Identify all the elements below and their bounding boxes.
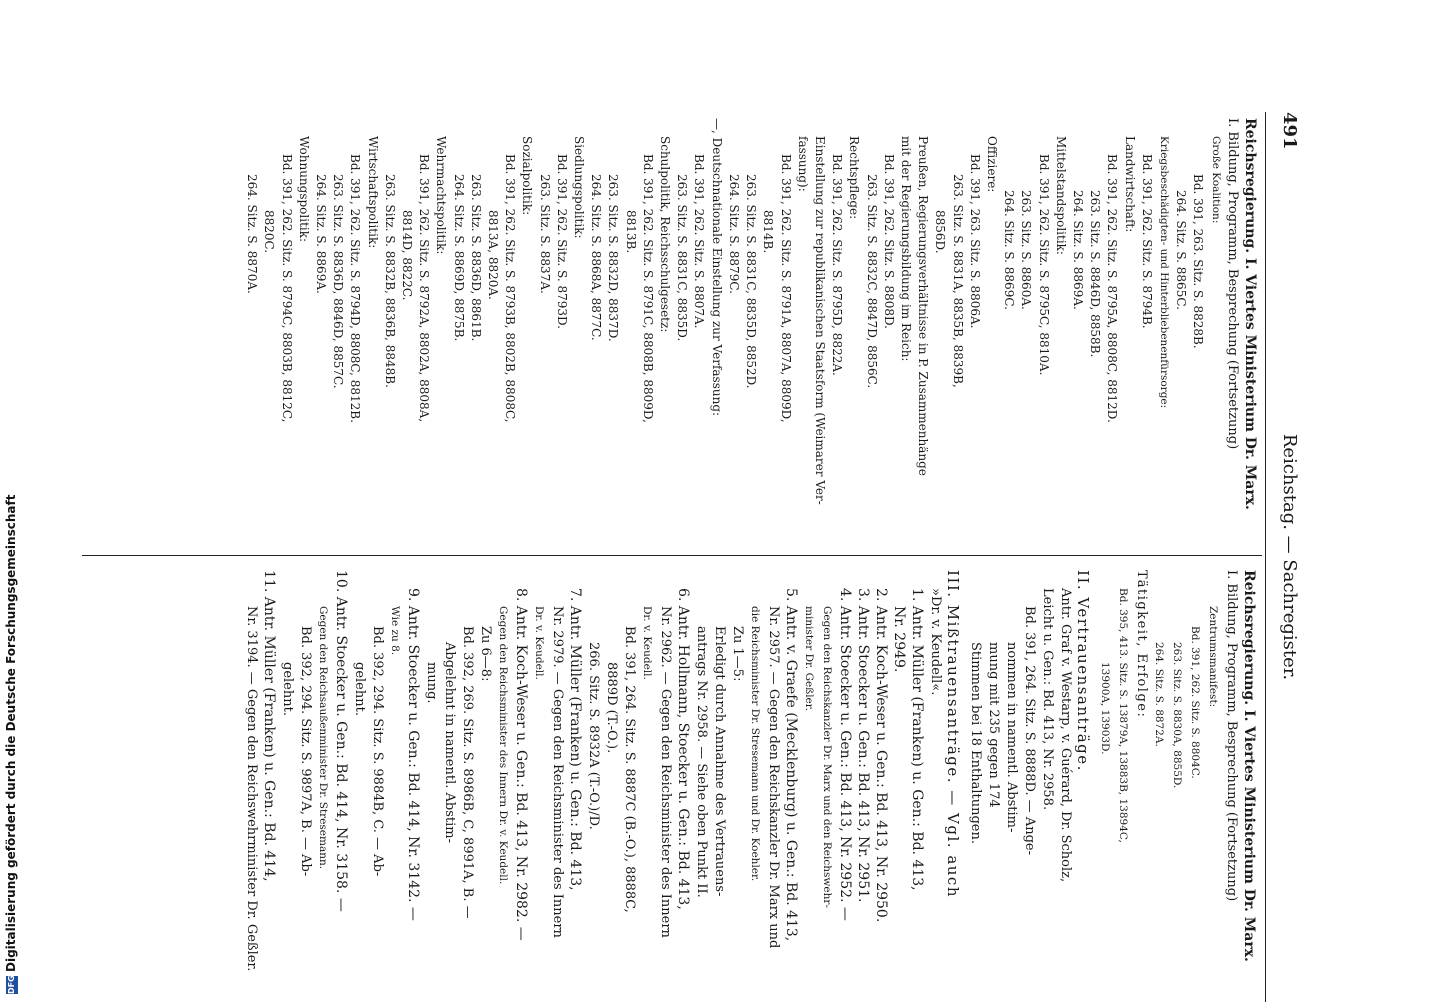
header-rule [1265,112,1266,1002]
index-line: Bd. 391, 262. Sitz. S. 8795C, 8810A. [1036,154,1051,376]
index-line: 8856D. [933,210,948,254]
index-line: 264. Sitz. S. 8879C. [726,174,741,294]
index-line: Bd. 391, 262. Sitz. S. 8793D. [554,154,569,329]
index-line: Bd. 391, 264. Sitz. S. 8887C (B.-O.), 8888C, [622,626,637,913]
index-line: 264. Sitz. S. 8870A. [245,174,260,294]
index-line: Preußen, Regierungsverhältnisse in P. Zusammenhänge [916,136,931,476]
index-line: Bd. 391, 262. Sitz. S. 8808D. [881,154,896,329]
index-line: Wohnungspolitik: [296,136,311,243]
running-title: Reichstag. — Sachregister. [1279,433,1300,681]
index-line: 3. Antr. Stoecker u. Gen.: Bd. 413, Nr. 2951. [855,588,871,903]
index-line: minister Dr. Geßler. [803,606,815,711]
index-line: 1. Antr. Müller (Franken) u. Gen.: Bd. 413, [909,588,925,891]
index-line: 263. Sitz. S. 8837A. [537,174,552,294]
index-line: Nr. 2957. — Gegen den Reichskanzler Dr. Marx und [766,606,781,949]
index-line: Wirtschaftspolitik: [365,136,380,249]
index-line: Bd. 391, 262. Sitz. S. 8807A. [692,154,707,329]
index-line: Nr. 2949. [891,606,907,673]
index-line: 263. Sitz. S. 8830A, 8855D. [1171,642,1183,789]
column-divider [82,555,1262,556]
document-page [10,0,1310,1000]
index-line: Bd. 391, 264. Sitz. S. 8888D. — Ange- [1022,606,1037,856]
index-line: 264. Sitz. S. 8865C. [1174,190,1189,310]
right-column [242,570,1258,1000]
index-line: Gegen den Reichsaußenminister Dr. Stresemann. [317,606,329,870]
index-line: 8889D (T.-O.). [604,662,619,754]
index-line: 8814B. [761,210,776,254]
index-line: Bd. 391, 262. Sitz. S. 8795D, 8822A. [830,154,845,376]
index-line: Nr. 3194. — Gegen den Reichswehrminister Dr. Geßler. [244,606,259,972]
index-line: 263. Sitz. S. 8846D, 8858B. [1088,190,1103,358]
index-line: Leicht u. Gen.: Bd. 413, Nr. 2958. [1040,588,1055,811]
index-line: I. Bildung, Programm, Besprechung (Fortsetzung) [1224,570,1239,902]
index-line: die Reichsminister Dr. Stresemann und Dr. Koehler. [749,606,761,882]
index-line: Zu 1—5: [730,626,745,682]
index-line: 263. Sitz. S. 8831A, 8835B, 8839B, [950,174,965,388]
index-line: Rechtspflege: [847,136,862,220]
index-line: mit der Regierungsbildung im Reich: [898,136,913,362]
index-line: Wie zu 8. [389,606,401,656]
index-line: 8814D, 8822C. [400,210,415,301]
index-line: 264. Sitz. S. 8869A. [1070,190,1085,310]
index-line: 4. Antr. Stoecker u. Gen.: Bd. 413, Nr. 2952. — [837,588,853,921]
index-line: 8. Antr. Koch-Weser u. Gen.: Bd. 413, Nr. 2982. — [513,588,529,941]
index-line: Bd. 392, 294. Sitz. S. 9884B, C. — Ab- [370,626,385,877]
index-line: Nr. 2962. — Gegen den Reichsminister des Innern [658,606,673,938]
digitization-footer [2,0,24,1000]
index-line: »Dr. v. Keudell«. [928,588,943,696]
index-line: Nr. 2979. — Gegen den Reichsminister des Innern [550,606,565,938]
index-line: 263. Sitz. S. 8860A. [1019,190,1034,310]
index-line: I. Bildung, Programm, Besprechung (Fortsetzung) [1224,118,1240,450]
index-line: 8820C. [262,210,277,254]
index-line: Landwirtschaft: [1122,136,1137,233]
index-line: mung mit 235 gegen 174 [986,642,1001,808]
index-line: gelehnt. [280,662,295,716]
index-line: Gegen den Reichskanzler Dr. Marx und den Reichswehr- [821,606,833,908]
index-line: Bd. 391, 263. Sitz. S. 8828B. [1191,174,1206,349]
dfg-logo: DFG [7,975,16,994]
index-line: 7. Antr. Müller (Franken) u. Gen.: Bd. 413, [567,588,583,891]
index-line: —, Deutschnationale Einstellung zur Verfassung: [709,118,724,417]
index-line: Siedlungspolitik: [572,136,587,239]
index-line: 263. Sitz. S. 8832D, 8837D. [606,174,621,342]
index-line: Bd. 391, 262. Sitz. S. 8794D, 8808C, 8812B. [348,154,363,423]
index-line: Antr. Graf v. Westarp, v. Guérard, Dr. Scholz, [1058,588,1073,883]
index-line: Mittelstandspolitik: [1053,136,1068,255]
index-line: 10. Antr. Stoecker u. Gen.: Bd. 414, Nr. 3158. — [333,570,349,912]
index-line: Sozialpolitik: [520,136,535,216]
index-line: Dr. v. Keudell. [641,606,653,680]
index-line: Tätigkeit, Erfolge: [1134,570,1149,719]
index-line: Bd. 391, 262. Sitz. S. 8795A, 8808C, 8812D. [1105,154,1120,423]
index-line: Zu 6—8: [478,626,493,682]
index-line: Dr. v. Keudell. [533,606,545,680]
index-line: Bd. 391, 263. Sitz. S. 8806A. [967,154,982,329]
index-line: antrags Nr. 2958. — Siehe oben Punkt II. [694,626,709,898]
index-line: Bd. 391, 262. Sitz. S. 8793B, 8802B, 8808C, [503,154,518,423]
index-line: Schulpolitik, Reichsschulgesetz: [658,136,673,333]
index-line: 8813A, 8820A. [486,210,501,300]
index-line: 13900A, 13903D. [1099,662,1111,755]
index-line: Erledigt durch Annahme des Vertrauens- [712,626,727,897]
index-line: 264. Sitz. S. 8869D, 8875B. [451,174,466,342]
left-column [243,118,1258,538]
index-line: 263. Sitz. S. 8831C, 8835D, 8852D. [744,174,759,389]
index-line: Offiziere: [984,136,999,193]
index-line: Wehrmachtspolitik: [434,136,449,255]
index-line: Bd. 391, 262. Sitz. S. 8794B. [1139,154,1154,329]
index-line: 266. Sitz. S. 8932A (T.-O.)/D. [586,642,601,830]
index-line: 264. Sitz. S. 8869C. [1002,190,1017,310]
index-line: Bd. 391, 262. Sitz. S. 8792A, 8802A, 8808A, [417,154,432,423]
index-line: Bd. 395, 413. Sitz. S. 13879A, 13883B, 13894C, [1117,588,1129,843]
index-line: Zentrumsmanifest: [1207,606,1219,708]
index-line: 263. Sitz. S. 8831C, 8835D. [675,174,690,342]
footer-text: Digitalisierung gefördert durch die Deutsche Forschungsgemeinschaft [4,494,18,972]
index-line: 264. Sitz. S. 8872A. [1153,642,1165,747]
index-line: II. Vertrauensanträge. [1074,570,1092,772]
index-line: Gegen den Reichsminister des Innern Dr. v. Keudell. [497,606,509,885]
index-line: III. Mißtrauensanträge. — Vgl. auch [944,570,962,898]
index-line: mung. [424,662,439,704]
index-line: 263. Sitz. S. 8836D, 8846D, 8857C. [331,174,346,389]
index-line: Bd. 392, 269. Sitz. S. 8986B, C, 8991A, B. — [460,626,475,919]
index-line: 263. Sitz. S. 8832B, 8836B, 8848B. [382,174,397,388]
index-line: 8813B. [623,210,638,254]
index-line: Bd. 391, 262. Sitz. S. 8791A, 8807A, 8809D, [778,154,793,423]
index-line: 263. Sitz. S. 8832C, 8847D, 8856C. [864,174,879,389]
index-line: Bd. 391, 262. Sitz. S. 8791C, 8808B, 8809D, [640,154,655,423]
index-line: Reichsregierung. I. Viertes Ministerium Dr. Marx. [1241,570,1257,962]
index-line: 263. Sitz. S. 8836D, 8861B. [468,174,483,342]
index-line: Bd. 392, 294. Sitz. S. 9897A, B. — Ab- [298,626,313,877]
index-line: Große Koalition: [1209,136,1222,224]
index-line: 9. Antr. Stoecker u. Gen.: Bd. 414, Nr. 3142. — [405,588,421,921]
index-line: Reichsregierung. I. Viertes Ministerium Dr. Marx. [1242,118,1258,510]
index-line: Bd. 391, 262. Sitz. S. 8794C, 8803B, 8812C, [279,154,294,423]
index-line: Abgelehnt in namentl. Abstim- [442,642,457,843]
index-line: gelehnt. [352,662,367,716]
index-line: Bd. 391, 262. Sitz. S. 8804C. [1189,626,1201,779]
index-line: nommen in namentl. Abstim- [1004,642,1019,833]
running-header [1270,112,1300,1002]
index-line: 2. Antr. Koch-Weser u. Gen.: Bd. 413, Nr. 2950. [873,588,889,923]
index-line: Einstellung zur republikanischen Staatsform (Weimarer Ver- [812,136,827,505]
index-line: 264. Sitz. S. 8869A. [314,174,329,294]
index-line: 264. Sitz. S. 8868A, 8877C. [589,174,604,341]
index-line: fassung): [795,136,810,192]
index-line: Stimmen bei 18 Enthaltungen. [968,642,983,844]
index-line: 11. Antr. Müller (Franken) u. Gen.: Bd. 414, [261,570,277,882]
index-line: 6. Antr. Hollmann, Stoecker u. Gen.: Bd. 413, [675,588,691,910]
index-line: 5. Antr. v. Graefe (Mecklenburg) u. Gen.: Bd. 413, [783,588,799,942]
page-number: 491 [1279,112,1300,150]
index-line: Kriegsbeschädigten- und Hinterbliebenenfürsorge: [1157,136,1170,409]
